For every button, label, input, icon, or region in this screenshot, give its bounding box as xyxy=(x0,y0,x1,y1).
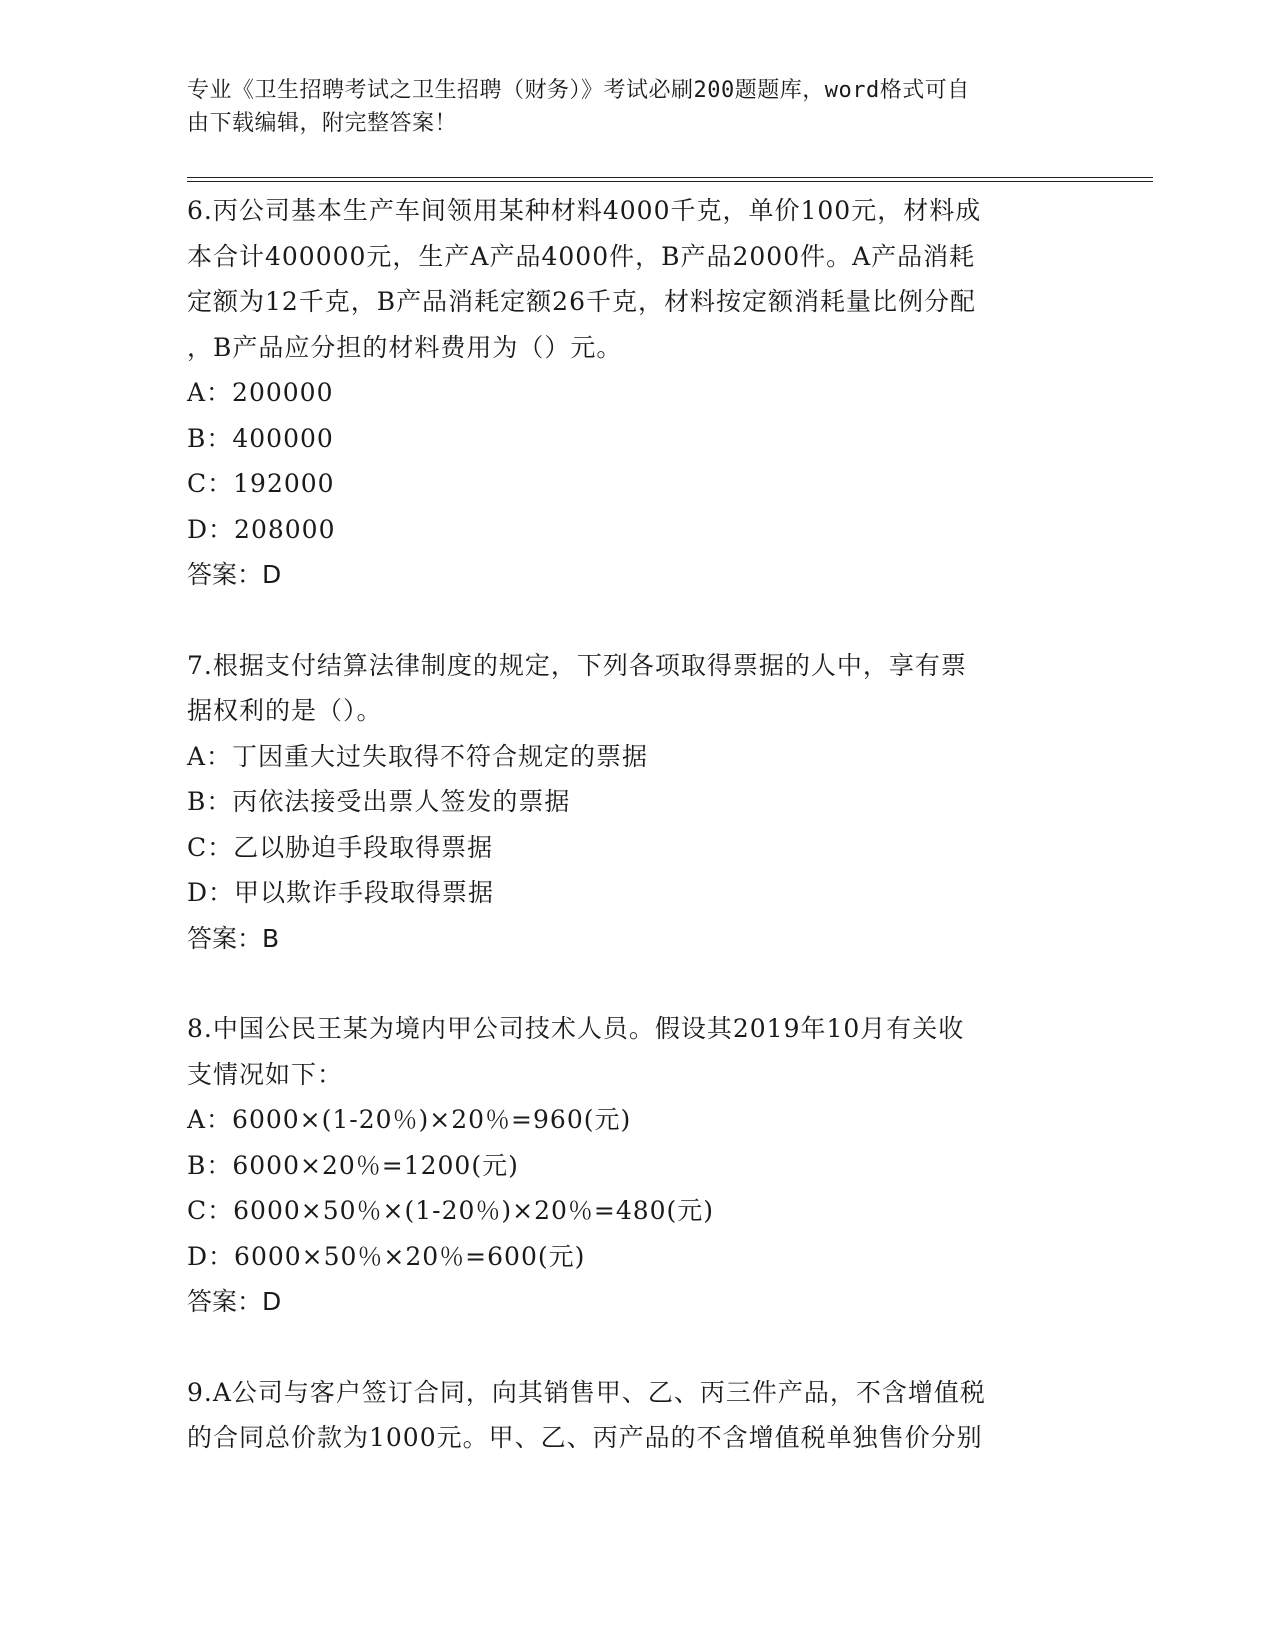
option-b: B：丙依法接受出票人签发的票据 xyxy=(187,787,571,816)
answer-line: 答案：D xyxy=(187,1287,282,1316)
option-a: A：6000×(1-20％)×20％=960(元) xyxy=(187,1105,632,1134)
header-divider-bottom xyxy=(187,181,1153,182)
question-6 xyxy=(187,188,1087,598)
option-c: C：6000×50％×(1-20％)×20％=480(元) xyxy=(187,1196,715,1225)
question-9 xyxy=(187,1370,1087,1461)
answer-line: 答案：B xyxy=(187,923,280,953)
header-line-2: 由下载编辑，附完整答案！ xyxy=(187,111,458,136)
answer-line: 答案：D xyxy=(187,560,282,589)
question-stem-line: 9.A公司与客户签订合同，向其销售甲、乙、丙三件产品，不含增值税 xyxy=(187,1377,986,1407)
option-d: D：甲以欺诈手段取得票据 xyxy=(187,878,495,907)
question-stem-line: 本合计400000元，生产A产品4000件，B产品2000件。A产品消耗 xyxy=(187,241,976,271)
option-b: B：6000×20％=1200(元) xyxy=(187,1150,519,1180)
question-list xyxy=(187,188,1087,1506)
option-a: A：丁因重大过失取得不符合规定的票据 xyxy=(187,741,649,771)
question-stem-line: 据权利的是（）。 xyxy=(187,696,383,725)
question-stem-line: 7.根据支付结算法律制度的规定，下列各项取得票据的人中，享有票 xyxy=(187,650,967,680)
option-c: C：192000 xyxy=(187,469,335,498)
question-8 xyxy=(187,1006,1087,1325)
question-stem-line: 8.中国公民王某为境内甲公司技术人员。假设其2019年10月有关收 xyxy=(187,1014,965,1043)
option-b: B：400000 xyxy=(187,423,334,453)
option-d: D：208000 xyxy=(187,514,336,544)
question-stem-line: 定额为12千克，B产品消耗定额26千克，材料按定额消耗量比例分配 xyxy=(187,287,976,316)
option-c: C：乙以胁迫手段取得票据 xyxy=(187,832,494,862)
option-a: A：200000 xyxy=(187,378,334,407)
question-stem-line: 的合同总价款为1000元。甲、乙、丙产品的不含增值税单独售价分别 xyxy=(187,1423,983,1452)
option-d: D：6000×50％×20％=600(元) xyxy=(187,1241,586,1271)
question-7 xyxy=(187,643,1087,962)
header-divider-top xyxy=(187,177,1153,178)
question-stem-line: 支情况如下： xyxy=(187,1059,344,1089)
header-line-1: 专业《卫生招聘考试之卫生招聘（财务）》考试必刷200题题库，word格式可自 xyxy=(187,78,970,103)
document-header xyxy=(187,74,1067,140)
question-stem-line: 6.丙公司基本生产车间领用某种材料4000千克，单价100元，材料成 xyxy=(187,196,982,225)
question-stem-line: ，B产品应分担的材料费用为（）元。 xyxy=(187,332,623,362)
